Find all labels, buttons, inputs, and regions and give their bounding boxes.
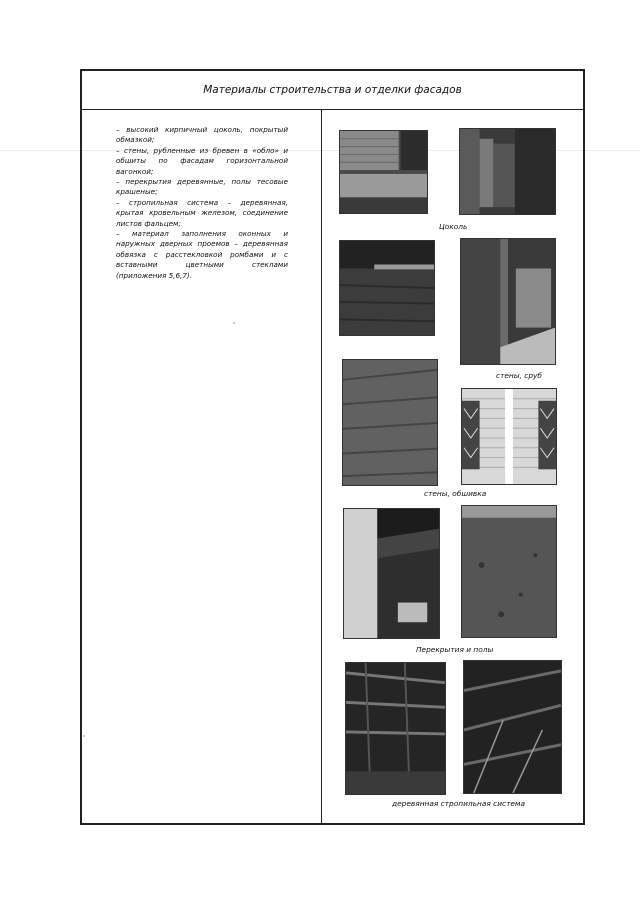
photo-plinth-1 [339,130,428,214]
list-item: – перекрытия деревянные, полы тесовые крашеные; [116,177,288,197]
photo-plinth-2 [459,128,556,215]
caption-walls-cladding: стены, обшивка [424,489,487,498]
photo-walls-cladding-2 [461,388,557,485]
photo-floors-2 [461,505,557,638]
photo-rafters-1 [345,662,446,795]
materials-list [116,125,288,281]
list-item: – стены, рубленные из бревен в «обло» и обшиты по фасадам горизонтальной вагонкой; [116,145,288,176]
caption-floors: Перекрытия и полы [416,645,494,654]
photo-walls-log-2 [460,238,556,365]
caption-rafters: деревянная стропильная система [392,799,526,808]
caption-plinth: Цоколь [439,222,468,231]
document-frame [80,69,585,825]
page-title: Материалы строительства и отделки фасадов [82,71,583,110]
photo-floors-1 [343,508,440,639]
list-item: – стропильная система – деревянная, крытая кровельным железом, соединение листов фальцем; [116,197,288,228]
list-item: – материал заполнения оконных и наружных дверных проемов – деревянная обвязка с расстекловкой ромбами и с вставными цветными стеклами (приложения 5,6,7). [116,229,288,280]
caption-walls-log: стены, сруб [496,371,542,380]
photo-rafters-2 [463,660,562,794]
photo-walls-cladding-1 [342,359,438,486]
list-item: – высокий кирпичный цоколь, покрытый обмазкой; [116,125,288,145]
photo-walls-log-1 [339,240,435,336]
column-divider [321,109,322,825]
